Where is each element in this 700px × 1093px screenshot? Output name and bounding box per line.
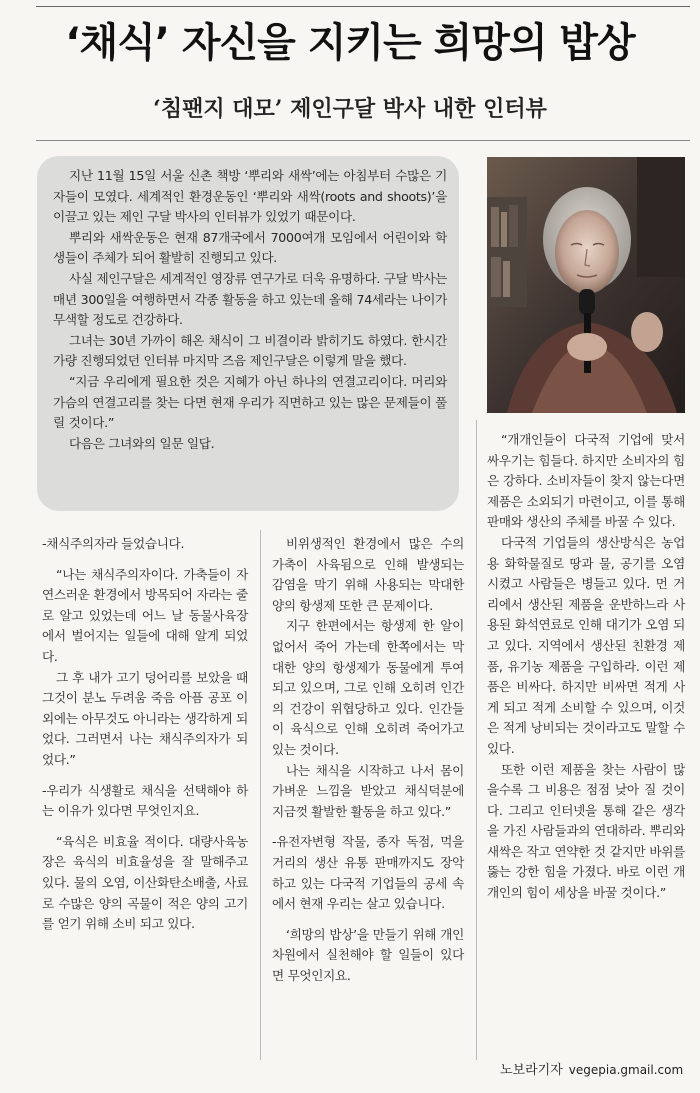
interview-answer: 그 후 내가 고기 덩어리를 보았을 때 그것이 분노 두려움 죽음 아픔 공포 이외에는 아무것도 아니라는 생각하게 되었다. 그러면서 나는 채식주의자가 되었다.” (42, 669, 248, 767)
intro-paragraph: 지난 11월 15일 서울 신촌 책방 ‘뿌리와 새싹’에는 아침부터 수많은 기자들이 모였다. 세계적인 환경운동인 ‘뿌리와 새싹(roots and shoots)’을 이끌고 있는 제인 구달 박사의 인터뷰가 있었기 때문이다. (53, 168, 447, 225)
interview-answer: 또한 이런 제품을 찾는 사람이 많을수록 그 비용은 점점 낮아 질 것이다. 그리고 인터넷을 통해 같은 생각을 가진 사람들과의 연대하라. 뿌리와 새싹은 작고 연약한 것 같지만 바위를 뚫는 강한 힘을 가졌다. 바로 이런 개개인의 힘이 세상을 바꿀 것이다.” (487, 761, 685, 901)
intro-box (37, 156, 459, 511)
intro-paragraph: 다음은 그녀와의 일문 일답. (69, 435, 215, 451)
reporter-email: vegepia.gmail.com (568, 1063, 684, 1077)
interview-answer: 다국적 기업들의 생산방식은 농업용 화학물질로 땅과 물, 공기를 오염시켰고 사람들은 병들고 있다. 먼 거리에서 생산된 제품을 운반하느라 사용된 화석연료로 인해 대기가 오염 되고 있다. 지역에서 생산된 친환경 제품, 유기농 제품을 구입하라. 이런 제품은 비싸다. 하지만 비싸면 적게 사게 되고 적게 소비할 수 있으며, 이것은 적게 낭비되는 것이라고도 말할 수 있다. (487, 534, 685, 756)
column-divider (476, 420, 477, 1060)
interview-question: -유전자변형 작물, 종자 독점, 먹을거리의 생산 유통 판매까지도 장악하고 있는 다국적 기업들의 공세 속에서 현재 우리는 살고 있습니다. (272, 834, 464, 912)
column-3 (487, 430, 685, 904)
headline-rule (36, 140, 690, 141)
photo-illustration (487, 157, 685, 413)
headline: ‘채식’ 자신을 지키는 희망의 밥상 (65, 20, 635, 66)
subheadline: ‘침팬지 대모’ 제인구달 박사 내한 인터뷰 (153, 96, 547, 122)
byline (500, 1058, 690, 1082)
interview-answer: “개개인들이 다국적 기업에 맞서 싸우기는 힘들다. 하지만 소비자의 힘은 강하다. 소비자들이 찾지 않는다면 제품은 소외되기 마련이고, 이를 통해 판매와 생산의 주체를 바꿀 수 있다. (487, 432, 685, 530)
interview-answer: ‘희망의 밥상’을 만들기 위해 개인차원에서 실천해야 할 일들이 있다면 무엇인지요. (272, 926, 464, 983)
interview-answer: “나는 채식주의자이다. 가축들이 자연스러운 환경에서 방목되어 자라는 줄로 알고 있었는데 어느 날 동물사육장에서 벌어지는 일들에 대해 알게 되었다. (42, 566, 248, 664)
column-divider (260, 530, 261, 1060)
interview-question: -우리가 식생활로 채식을 선택해야 하는 이유가 있다면 무엇인지요. (42, 782, 248, 819)
interview-answer: 지구 한편에서는 항생제 한 알이 없어서 죽어 가는데 한쪽에서는 막대한 양의 항생제가 동물에게 투여되고 있으며, 그로 인해 오히려 인간의 건강이 위협당하고 있다. 인간들이 육식으로 인해 오히려 죽어가고 있는 것이다. (272, 618, 464, 757)
top-rule (36, 6, 690, 7)
reporter-name: 노보라기자 (500, 1063, 563, 1078)
intro-paragraph: 뿌리와 새싹운동은 현재 87개국에서 7000여개 모임에서 어린이와 학생들이 주체가 되어 활발히 진행되고 있다. (53, 229, 447, 266)
intro-paragraph: 그녀는 30년 가까이 해온 채식이 그 비결이라 밝히기도 하였다. 한시간 가량 진행되었던 인터뷰 마지막 즈음 제인구달은 이렇게 말을 했다. (53, 332, 447, 369)
column-2 (272, 534, 464, 986)
interview-question: -채식주의자라 들었습니다. (42, 536, 185, 551)
jane-goodall-photo (487, 157, 685, 413)
column-1 (42, 534, 248, 935)
interview-answer: 비위생적인 환경에서 많은 수의 가축이 사육됨으로 인해 발생되는 감염을 막기 위해 사용되는 막대한 양의 항생제 또한 큰 문제이다. (272, 536, 464, 613)
interview-answer: 나는 채식을 시작하고 나서 몸이 가벼운 느낌을 받았고 채식덕분에 지금껏 활발한 활동을 하고 있다.” (272, 762, 464, 819)
interview-answer: “육식은 비효율 적이다. 대량사육농장은 육식의 비효율성을 잘 말해주고 있다. 물의 오염, 이산화탄소배출, 사료로 수많은 양의 곡물이 적은 양의 고기를 얻기 위해 소비 되고 있다. (42, 833, 248, 932)
intro-paragraph: 사실 제인구달은 세계적인 영장류 연구가로 더욱 유명하다. 구달 박사는 매년 300일을 여행하면서 각종 활동을 하고 있는데 올해 74세라는 나이가 무색할 정도로 건강하다. (53, 270, 447, 328)
intro-quote: “지금 우리에게 필요한 것은 지혜가 아닌 하나의 연결고리이다. 머리와 가슴의 연결고리를 찾는 다면 현재 우리가 직면하고 있는 많은 문제들이 풀릴 것이다.” (53, 373, 447, 431)
